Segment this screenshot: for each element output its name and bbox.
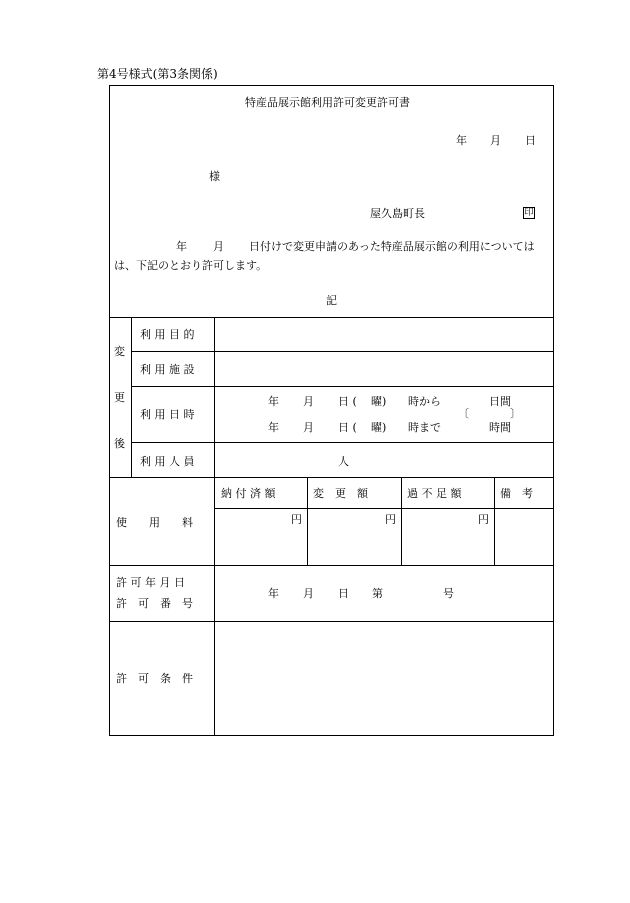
change-after-char-1: 変: [114, 345, 125, 358]
purpose-label: 利 用 目 的: [140, 328, 195, 341]
addressee-suffix: 様: [209, 170, 220, 183]
from-month: 月: [303, 395, 314, 408]
to-day: 日 (: [338, 421, 357, 434]
body-year: 年: [176, 240, 187, 253]
to-month: 月: [303, 421, 314, 434]
rule: [214, 317, 215, 735]
rule: [401, 477, 402, 565]
from-weekday: 曜): [371, 395, 387, 408]
rule: [131, 351, 553, 352]
conditions-label: 許 可 条 件: [116, 672, 193, 685]
facility-label: 利 用 施 設: [140, 363, 195, 376]
from-time: 時から: [408, 395, 441, 408]
issue-year: 年: [456, 134, 467, 147]
permit-date-label: 許 可 年 月 日: [116, 576, 185, 589]
bracket-close: 〕: [510, 407, 521, 420]
permit-dai: 第: [372, 587, 383, 600]
duration-hours: 時間: [489, 421, 511, 434]
from-day: 日 (: [338, 395, 357, 408]
form-code: 第4号様式(第3条関係): [97, 67, 218, 81]
body-month: 月: [213, 240, 224, 253]
permit-go: 号: [443, 587, 454, 600]
persons-unit: 人: [338, 455, 349, 468]
permit-number-label: 許 可 番 号: [116, 597, 193, 610]
datetime-label: 利 用 日 時: [140, 408, 195, 421]
fee-unit-diff: 円: [478, 513, 489, 526]
rule: [109, 477, 553, 478]
body-line-1: 日付けで変更申請のあった特産品展示館の利用については: [249, 240, 535, 253]
issue-month: 月: [490, 134, 501, 147]
rule: [109, 621, 553, 622]
fee-header-diff: 過 不 足 額: [407, 487, 462, 500]
permit-year: 年: [268, 587, 279, 600]
body-line-2: は、下記のとおり許可します。: [114, 259, 268, 272]
rule: [131, 386, 553, 387]
fee-unit-paid: 円: [291, 513, 302, 526]
to-year: 年: [268, 421, 279, 434]
duration-days: 日間: [489, 395, 511, 408]
issuer-name: 屋久島町長: [370, 207, 425, 220]
rule: [109, 565, 553, 566]
issue-day: 日: [525, 134, 536, 147]
to-weekday: 曜): [371, 421, 387, 434]
fee-header-paid: 納 付 済 額: [221, 487, 276, 500]
ki-heading: 記: [326, 294, 337, 307]
rule: [214, 508, 553, 509]
fee-unit-change: 円: [385, 513, 396, 526]
rule: [307, 477, 308, 565]
persons-label: 利 用 人 員: [140, 455, 195, 468]
fee-label: 使 用 料: [116, 516, 193, 529]
rule: [494, 477, 495, 565]
change-after-char-2: 更: [114, 391, 125, 404]
fee-header-remarks: 備 考: [500, 487, 533, 500]
from-year: 年: [268, 395, 279, 408]
permit-day: 日: [338, 587, 349, 600]
rule: [131, 442, 553, 443]
bracket-open: 〔: [458, 407, 469, 420]
permit-month: 月: [303, 587, 314, 600]
change-after-char-3: 後: [114, 437, 125, 450]
fee-header-change: 変 更 額: [313, 487, 368, 500]
seal-stamp: 印: [524, 208, 534, 218]
rule: [131, 317, 132, 477]
rule: [109, 317, 553, 318]
form-title: 特産品展示館利用許可変更許可書: [245, 96, 410, 109]
to-time: 時まで: [408, 421, 441, 434]
